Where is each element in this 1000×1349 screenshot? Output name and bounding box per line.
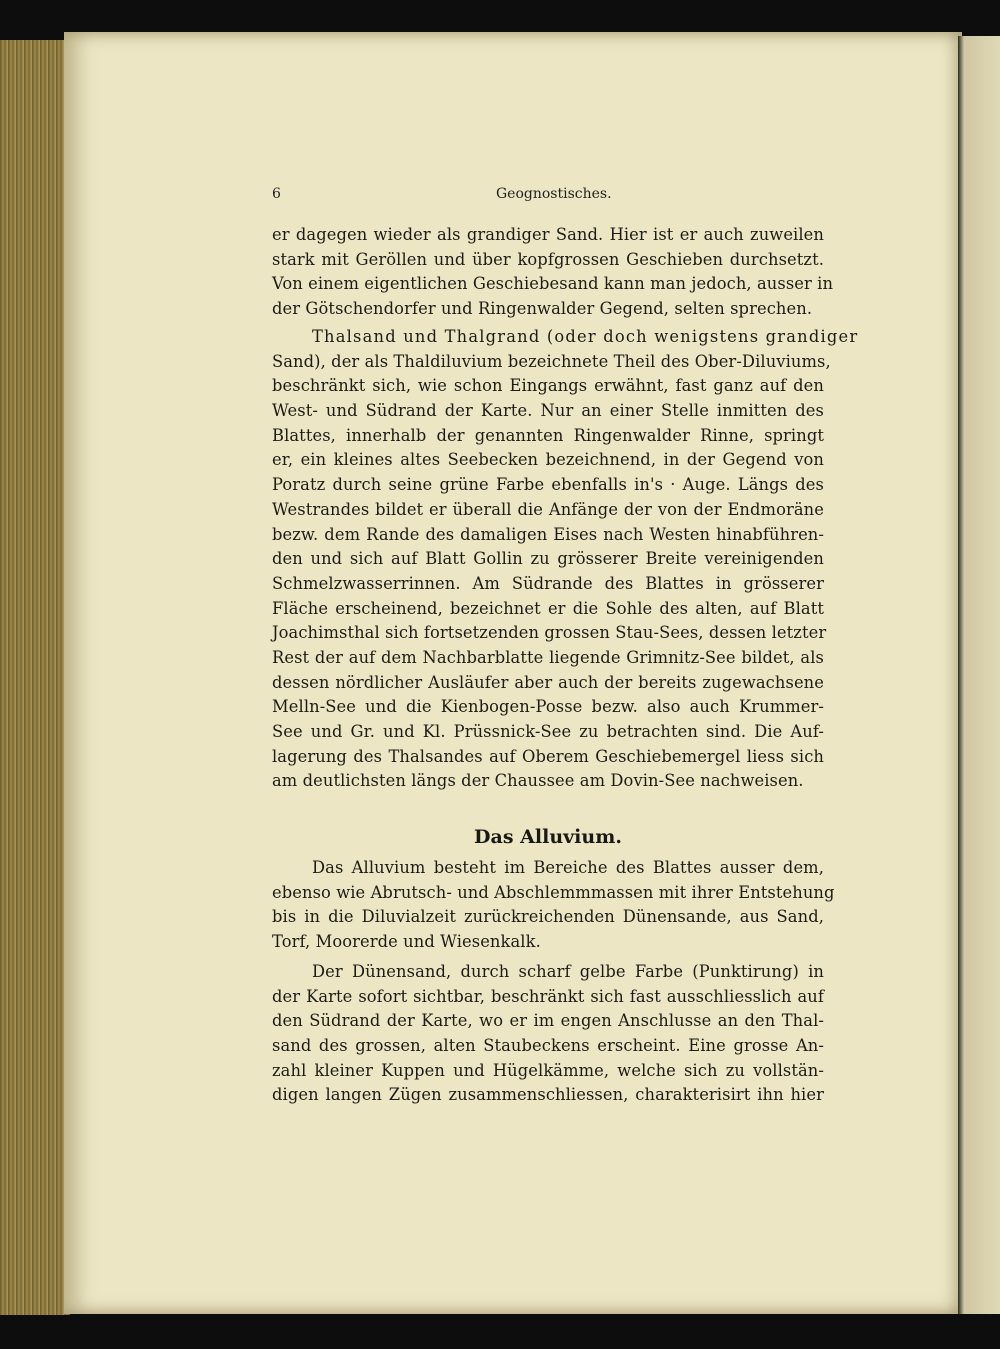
text-line: digen langen Zügen zusammenschliessen, charakterisirt ihn hier	[272, 1085, 824, 1105]
text-line: den und sich auf Blatt Gollin zu grösserer Breite vereinigenden	[272, 549, 824, 569]
text-line: West- und Südrand der Karte. Nur an einer Stelle inmitten des	[272, 401, 824, 421]
book-page-edges	[0, 40, 70, 1315]
text-line: er dagegen wieder als grandiger Sand. Hier ist er auch zuweilen	[272, 225, 824, 244]
text-line: beschränkt sich, wie schon Eingangs erwähnt, fast ganz auf den	[272, 376, 824, 396]
text-line: Schmelzwasserrinnen. Am Südrande des Blattes in grösserer	[272, 573, 824, 593]
text-line: Der Dünensand, durch scharf gelbe Farbe (Punktirung) in	[312, 962, 824, 981]
text-line: bis in die Diluvialzeit zurückreichenden Dünensande, aus Sand,	[272, 907, 824, 927]
text-line: Blattes, innerhalb der genannten Ringenwalder Rinne, springt	[272, 425, 824, 445]
text-line: der Götschendorfer und Ringenwalder Gegend, selten sprechen.	[272, 299, 813, 319]
text-line: Poratz durch seine grüne Farbe ebenfalls in's · Auge. Längs des	[272, 475, 824, 495]
text-line: Westrandes bildet er überall die Anfänge der von der Endmoräne	[272, 499, 824, 519]
paragraph	[272, 856, 835, 955]
paragraph	[272, 325, 859, 794]
text-line: Von einem eigentlichen Geschiebesand kann man jedoch, ausser in	[272, 274, 834, 294]
text-line: ebenso wie Abrutsch- und Abschlemmmassen mit ihrer Entstehung	[272, 882, 835, 902]
running-head-title: Geognostisches.	[496, 186, 612, 202]
text-line: dessen nördlicher Ausläufer aber auch der bereits zugewachsene	[272, 672, 824, 692]
text-line: Sand), der als Thaldiluvium bezeichnete Theil des Ober-Diluviums,	[272, 351, 831, 371]
text-line: am deutlichsten längs der Chaussee am Dovin-See nachweisen.	[272, 771, 804, 791]
running-head	[272, 186, 824, 208]
text-line: Torf, Moorerde und Wiesenkalk.	[272, 932, 541, 952]
text-line: Thalsand und Thalgrand (oder doch wenigstens grandiger	[312, 327, 859, 346]
text-line: See und Gr. und Kl. Prüssnick-See zu betrachten sind. Die Auf-	[272, 722, 824, 741]
text-line: lagerung des Thalsandes auf Oberem Geschiebemergel liess sich	[272, 746, 824, 766]
paragraph	[272, 960, 824, 1108]
text-line: bezw. dem Rande des damaligen Eises nach Westen hinabführen-	[272, 524, 824, 544]
text-line: stark mit Geröllen und über kopfgrossen Geschieben durchsetzt.	[272, 249, 824, 269]
text-line: der Karte sofort sichtbar, beschränkt sich fast ausschliesslich auf	[272, 986, 824, 1006]
text-line: Melln-See und die Kienbogen-Posse bezw. also auch Krummer-	[272, 697, 824, 717]
page-number: 6	[272, 186, 281, 202]
text-line: Joachimsthal sich fortsetzenden grossen Stau-Sees, dessen letzter	[272, 623, 827, 643]
paragraph	[272, 223, 834, 322]
text-line: Das Alluvium besteht im Bereiche des Blattes ausser dem,	[312, 858, 824, 877]
text-line: zahl kleiner Kuppen und Hügelkämme, welche sich zu vollstän-	[272, 1060, 824, 1080]
text-line: den Südrand der Karte, wo er im engen Anschlusse an den Thal-	[272, 1011, 824, 1031]
text-line: Rest der auf dem Nachbarblatte liegende Grimnitz-See bildet, als	[272, 647, 824, 667]
section-heading: Das Alluvium.	[474, 826, 622, 848]
text-line: Fläche erscheinend, bezeichnet er die Sohle des alten, auf Blatt	[272, 598, 824, 618]
facing-page-edge	[958, 36, 1000, 1314]
text-line: er, ein kleines altes Seebecken bezeichnend, in der Gegend von	[272, 450, 824, 470]
text-line: sand des grossen, alten Staubeckens erscheint. Eine grosse An-	[272, 1036, 824, 1056]
